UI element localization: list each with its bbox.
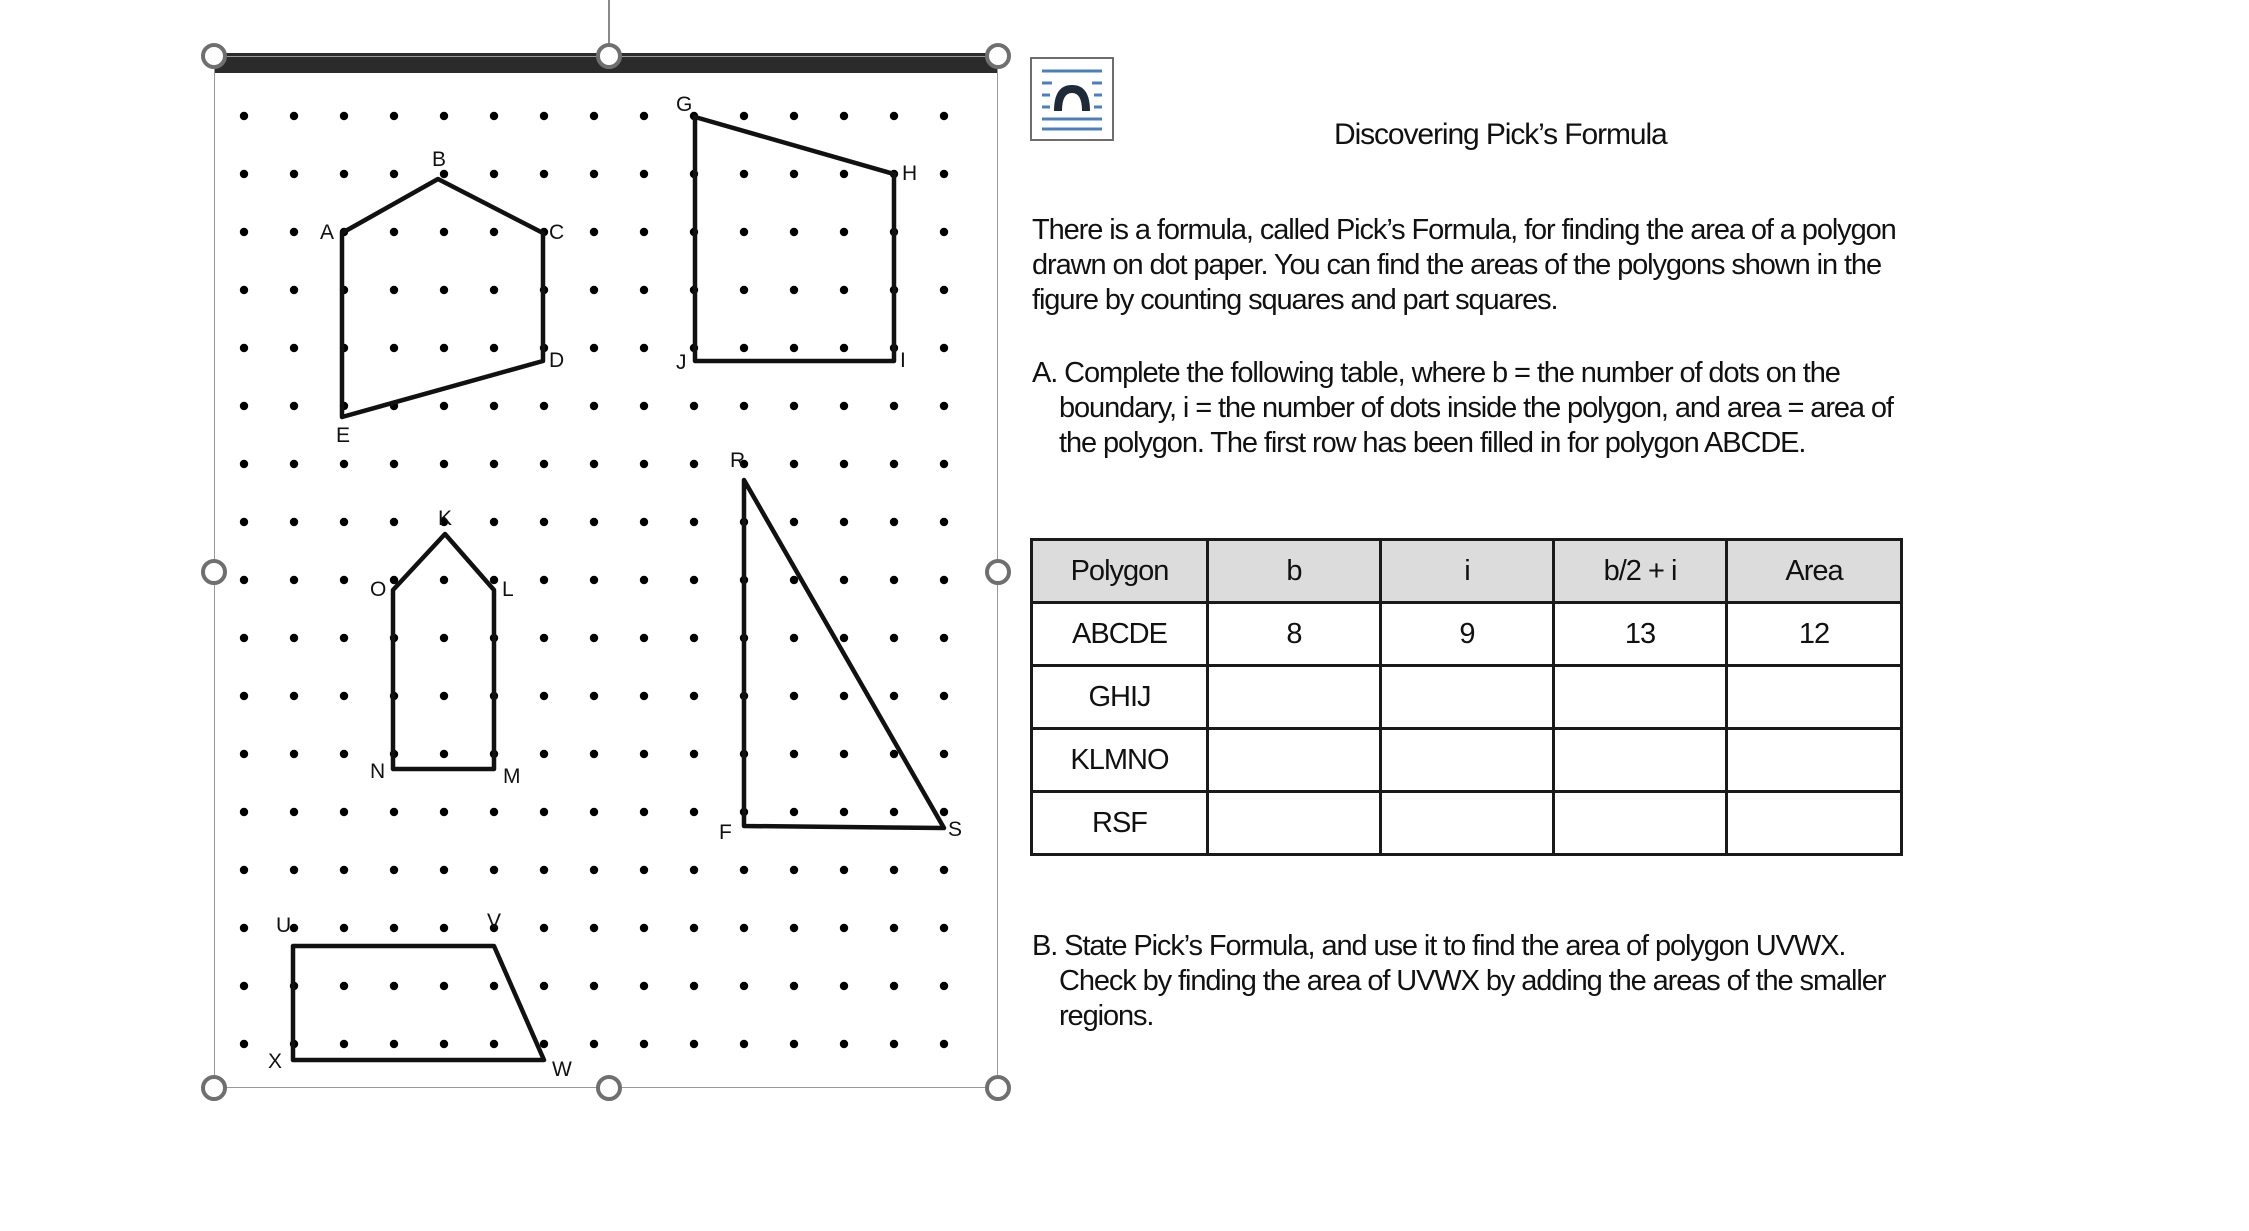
grid-dot [440,1040,448,1048]
grid-dot [890,576,898,584]
grid-dot [640,286,648,294]
grid-dot [940,1040,948,1048]
grid-dot [490,344,498,352]
cell-b: 8 [1208,603,1381,666]
cell-area: 12 [1727,603,1902,666]
grid-dot [790,692,798,700]
cell-i [1381,729,1554,792]
grid-dot [440,228,448,236]
grid-dot [890,924,898,932]
dot-paper-canvas [214,56,998,1088]
header-b-half-plus-i: b/2 + i [1554,540,1727,603]
grid-dot [640,402,648,410]
grid-dot [440,344,448,352]
grid-dot [540,634,548,642]
grid-dot [690,808,698,816]
grid-dot [540,982,548,990]
grid-dot [640,518,648,526]
label-g: G [676,93,693,116]
label-j: J [676,351,687,374]
cell-i: 9 [1381,603,1554,666]
grid-dot [790,170,798,178]
label-u: U [276,914,292,937]
label-k: K [438,507,453,530]
grid-dot [940,866,948,874]
grid-dot [890,112,898,120]
grid-dot [240,170,248,178]
grid-dot [890,402,898,410]
grid-dot [440,866,448,874]
grid-dot [890,808,898,816]
cell-area [1727,666,1902,729]
grid-dot [690,866,698,874]
grid-dot [440,924,448,932]
polygon-uvwx [293,946,544,1060]
dot-grid [240,112,948,1048]
grid-dot [390,982,398,990]
grid-dot [390,228,398,236]
grid-dot [240,924,248,932]
header-i: i [1381,540,1554,603]
grid-dot [490,576,498,584]
grid-dot [740,866,748,874]
grid-dot [540,460,548,468]
grid-dot [690,460,698,468]
grid-dot [940,228,948,236]
grid-dot [340,866,348,874]
grid-dot [890,866,898,874]
grid-dot [740,924,748,932]
grid-dot [290,866,298,874]
grid-dot [290,518,298,526]
cell-b-half-plus-i: 13 [1554,603,1727,666]
grid-dot [340,576,348,584]
grid-dot [790,460,798,468]
grid-dot [290,170,298,178]
resize-handle-top-middle[interactable] [596,43,622,69]
resize-handle-top-left[interactable] [201,43,227,69]
grid-dot [490,228,498,236]
grid-dot [740,402,748,410]
grid-dot [940,576,948,584]
grid-dot [640,866,648,874]
grid-dot [790,808,798,816]
grid-dot [240,576,248,584]
grid-dot [290,112,298,120]
worksheet-title: Discovering Pick’s Formula [1334,118,1667,151]
resize-handle-bottom-left[interactable] [201,1075,227,1101]
grid-dot [940,402,948,410]
cell-area [1727,729,1902,792]
grid-dot [290,402,298,410]
grid-dot [940,634,948,642]
grid-dot [340,460,348,468]
grid-dot [290,808,298,816]
grid-dot [490,982,498,990]
label-w: W [552,1058,572,1081]
grid-dot [490,170,498,178]
grid-dot [740,170,748,178]
cell-area [1727,792,1902,855]
grid-dot [790,228,798,236]
grid-dot [890,634,898,642]
grid-dot [240,112,248,120]
grid-dot [290,228,298,236]
table-row [1032,666,1902,729]
grid-dot [840,924,848,932]
grid-dot [640,460,648,468]
grid-dot [640,228,648,236]
grid-dot [290,692,298,700]
grid-dot [840,402,848,410]
grid-dot [590,402,598,410]
polygon-ghij [695,117,894,361]
grid-dot [590,692,598,700]
grid-dot [790,924,798,932]
grid-dot [840,866,848,874]
grid-dot [940,982,948,990]
grid-dot [690,576,698,584]
grid-dot [390,924,398,932]
grid-dot [840,1040,848,1048]
grid-dot [240,866,248,874]
grid-dot [240,1040,248,1048]
grid-dot [890,518,898,526]
grid-dot [540,866,548,874]
grid-dot [390,286,398,294]
grid-dot [540,1040,548,1048]
grid-dot [940,344,948,352]
grid-dot [340,518,348,526]
grid-dot [890,692,898,700]
resize-handle-middle-left[interactable] [201,559,227,585]
label-r: R [730,449,746,472]
grid-dot [840,344,848,352]
grid-dot [590,982,598,990]
header-area: Area [1727,540,1902,603]
grid-dot [440,170,448,178]
grid-dot [490,1040,498,1048]
grid-dot [940,112,948,120]
grid-dot [440,286,448,294]
resize-handle-top-right[interactable] [985,43,1011,69]
label-s: S [948,818,963,841]
grid-dot [390,866,398,874]
grid-dot [390,1040,398,1048]
grid-dot [540,808,548,816]
grid-dot [290,634,298,642]
grid-dot [490,286,498,294]
grid-dot [840,692,848,700]
grid-dot [940,170,948,178]
grid-dot [540,924,548,932]
grid-dot [340,1040,348,1048]
cell-i [1381,666,1554,729]
grid-dot [790,866,798,874]
grid-dot [390,518,398,526]
grid-dot [840,228,848,236]
grid-dot [540,576,548,584]
cell-b-half-plus-i [1554,729,1727,792]
part-a-text: A. Complete the following table, where b = the number of dots on the boundary, i = the number of dots inside the polygon, and area = area of the polygon. The first row has been filled in for polygon ABCDE. [1032,357,1893,459]
grid-dot [740,286,748,294]
cell-polygon: RSF [1032,792,1208,855]
grid-dot [690,692,698,700]
grid-dot [640,692,648,700]
grid-dot [590,750,598,758]
grid-dot [440,634,448,642]
grid-dot [890,1040,898,1048]
grid-dot [590,112,598,120]
resize-handle-middle-right[interactable] [985,559,1011,585]
grid-dot [490,460,498,468]
cell-b [1208,729,1381,792]
grid-dot [340,112,348,120]
table-header-row [1032,540,1902,603]
part-b-text: B. State Pick’s Formula, and use it to find the area of polygon UVWX. Check by finding the area of UVWX by adding the areas of the smaller regions. [1032,930,1886,1032]
grid-dot [690,402,698,410]
grid-dot [440,750,448,758]
part-a-instructions [1032,356,1912,461]
label-v: V [487,910,502,933]
part-b-instructions [1032,929,1912,1034]
grid-dot [840,808,848,816]
cell-i [1381,792,1554,855]
grid-dot [440,460,448,468]
label-a: A [320,221,335,244]
grid-dot [790,518,798,526]
label-n: N [370,760,386,783]
cell-b-half-plus-i [1554,792,1727,855]
grid-dot [390,344,398,352]
resize-handle-bottom-middle[interactable] [596,1075,622,1101]
point-labels [268,93,962,1081]
label-e: E [336,424,351,447]
grid-dot [390,170,398,178]
grid-dot [440,112,448,120]
grid-dot [240,344,248,352]
grid-dot [540,750,548,758]
grid-dot [790,402,798,410]
grid-dot [940,808,948,816]
grid-dot [440,982,448,990]
grid-dot [240,460,248,468]
polygon-rsf [744,480,944,828]
polygon-abcde [342,179,543,417]
grid-dot [940,924,948,932]
label-i: I [900,349,906,372]
grid-dot [690,634,698,642]
intro-paragraph: There is a formula, called Pick’s Formula, for finding the area of a polygon drawn on dot paper. You can find the areas of the polygons shown in the figure by counting squares and part squares. [1032,214,1896,316]
grid-dot [840,112,848,120]
cell-b [1208,792,1381,855]
dot-paper-figure[interactable] [214,56,998,1088]
grid-dot [340,750,348,758]
grid-dot [490,518,498,526]
grid-dot [490,866,498,874]
label-d: D [549,349,565,372]
grid-dot [240,750,248,758]
grid-dot [540,692,548,700]
grid-dot [640,924,648,932]
grid-dot [640,1040,648,1048]
grid-dot [340,692,348,700]
grid-dot [940,460,948,468]
grid-dot [690,1040,698,1048]
cell-polygon: KLMNO [1032,729,1208,792]
grid-dot [790,344,798,352]
grid-dot [740,228,748,236]
grid-dot [640,576,648,584]
grid-dot [840,634,848,642]
grid-dot [590,1040,598,1048]
cell-b [1208,666,1381,729]
grid-dot [590,286,598,294]
grid-dot [290,576,298,584]
grid-dot [940,518,948,526]
grid-dot [640,750,648,758]
grid-dot [390,460,398,468]
grid-dot [640,112,648,120]
grid-dot [590,344,598,352]
layout-options-button[interactable] [1030,57,1114,141]
grid-dot [840,576,848,584]
grid-dot [590,634,598,642]
grid-dot [840,460,848,468]
grid-dot [940,286,948,294]
grid-dot [640,808,648,816]
polygons [293,117,944,1060]
grid-dot [640,634,648,642]
grid-dot [290,286,298,294]
grid-dot [690,924,698,932]
grid-dot [490,808,498,816]
label-b: B [432,148,447,171]
table-row [1032,792,1902,855]
grid-dot [340,634,348,642]
grid-dot [240,808,248,816]
grid-dot [890,460,898,468]
grid-dot [790,112,798,120]
grid-dot [840,286,848,294]
grid-dot [590,170,598,178]
grid-dot [590,228,598,236]
grid-dot [640,344,648,352]
grid-dot [440,808,448,816]
grid-dot [240,228,248,236]
grid-dot [440,576,448,584]
grid-dot [640,170,648,178]
grid-dot [740,112,748,120]
grid-dot [490,112,498,120]
grid-dot [790,1040,798,1048]
grid-dot [790,286,798,294]
label-f: F [719,821,732,844]
grid-dot [240,402,248,410]
grid-dot [340,170,348,178]
polygon-klmno [393,534,494,769]
grid-dot [690,750,698,758]
cell-b-half-plus-i [1554,666,1727,729]
grid-dot [590,576,598,584]
grid-dot [240,518,248,526]
cell-polygon: ABCDE [1032,603,1208,666]
grid-dot [790,634,798,642]
grid-dot [640,982,648,990]
picks-formula-table [1030,538,1903,856]
grid-dot [590,808,598,816]
grid-dot [340,924,348,932]
table-row [1032,729,1902,792]
grid-dot [840,750,848,758]
grid-dot [240,692,248,700]
label-h: H [902,162,918,185]
resize-handle-bottom-right[interactable] [985,1075,1011,1101]
layout-options-icon [1032,59,1112,139]
label-o: O [370,578,387,601]
grid-dot [240,634,248,642]
grid-dot [790,576,798,584]
grid-dot [340,982,348,990]
grid-dot [290,460,298,468]
grid-dot [290,344,298,352]
grid-dot [490,402,498,410]
label-c: C [549,221,565,244]
grid-dot [340,808,348,816]
grid-dot [540,170,548,178]
grid-dot [590,924,598,932]
grid-dot [890,750,898,758]
table-row [1032,603,1902,666]
grid-dot [690,518,698,526]
grid-dot [790,750,798,758]
grid-dot [540,402,548,410]
label-x: X [268,1050,283,1073]
grid-dot [240,286,248,294]
label-l: L [502,578,514,601]
header-polygon: Polygon [1032,540,1208,603]
grid-dot [240,982,248,990]
grid-dot [840,170,848,178]
grid-dot [690,982,698,990]
grid-dot [740,1040,748,1048]
cell-polygon: GHIJ [1032,666,1208,729]
header-b: b [1208,540,1381,603]
grid-dot [940,750,948,758]
grid-dot [940,692,948,700]
grid-dot [540,518,548,526]
grid-dot [740,344,748,352]
grid-dot [290,750,298,758]
label-m: M [503,765,521,788]
grid-dot [440,692,448,700]
grid-dot [390,112,398,120]
grid-dot [740,982,748,990]
grid-dot [840,518,848,526]
grid-dot [590,866,598,874]
grid-dot [840,982,848,990]
grid-dot [440,402,448,410]
grid-dot [790,982,798,990]
grid-dot [890,982,898,990]
grid-dot [590,518,598,526]
grid-dot [390,808,398,816]
grid-dot [590,460,598,468]
grid-dot [540,112,548,120]
